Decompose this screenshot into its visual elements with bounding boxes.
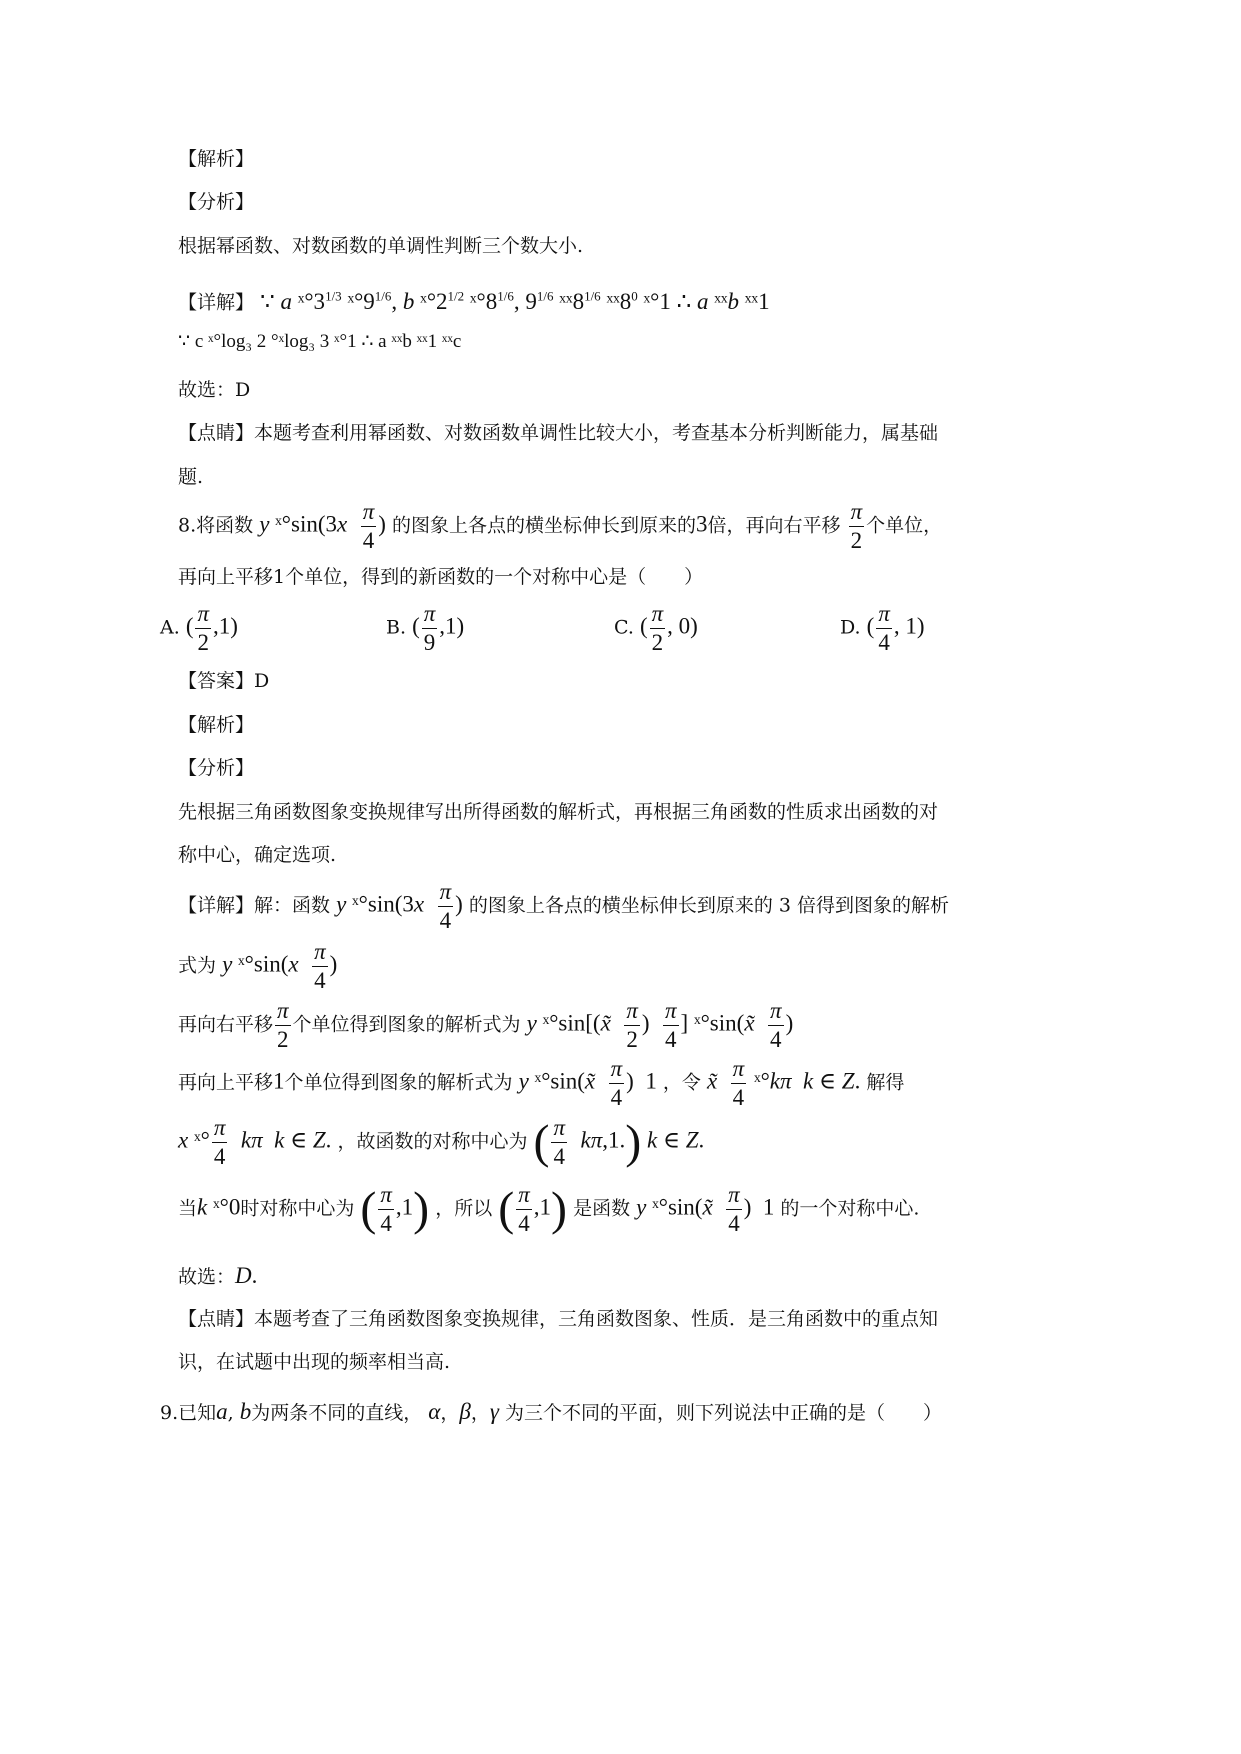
fenxi-text-2b: 称中心，确定选项. <box>178 844 337 866</box>
option-a[interactable]: A. ( $\frac{\pi}{2}$ ,1) <box>160 601 238 655</box>
detail-2-up: 再向上平移1个单位得到图象的解析式为 y ˣ°sin(x̃ $\frac{\pi}{4}$ ) 1 ，令 x̃ $\frac{\pi}{4}$ ˣ°kπ k ∈ Z. 解得 <box>178 1056 905 1110</box>
choose-1: 故选：D <box>178 379 251 401</box>
fenxi-heading-1: 【分析】 <box>178 191 255 213</box>
question-8-line1: 8.将函数 y ˣ°sin(3x $\frac{\pi}{4}$ ) 的图象上各点的横坐标伸长到原来的3倍，再向右平移 $\frac{\pi}{2}$ 个单位， <box>178 499 943 553</box>
comment-1b: 题. <box>178 466 204 488</box>
detail-line-2: ∵ c ˣ°log₃ 2 °ˣlog₃ 3 ˣ°1 ∴ a ˣˣb ˣˣ1 ˣˣc <box>178 331 462 352</box>
question-9: 9.已知a, b为两条不同的直线， α，β，γ 为三个不同的平面，则下列说法中正确的是（ ） <box>160 1399 943 1424</box>
detail-2-line2: 式为 y ˣ°sin(x $\frac{\pi}{4}$ ) <box>178 939 338 993</box>
fenxi-heading-2: 【分析】 <box>178 757 255 779</box>
comment-2a: 【点睛】本题考查了三角函数图象变换规律，三角函数图象、性质．是三角函数中的重点知 <box>178 1308 939 1330</box>
fenxi-text-2a: 先根据三角函数图象变换规律写出所得函数的解析式，再根据三角函数的性质求出函数的对 <box>178 801 939 823</box>
option-d[interactable]: D. ( $\frac{\pi}{4}$ , 1) <box>840 601 925 655</box>
question-8-line2: 再向上平移1个单位，得到的新函数的一个对称中心是（ ） <box>178 566 704 588</box>
answer-line: 【答案】D <box>178 670 270 692</box>
detail-2-solve: x ˣ° $\frac{\pi}{4}$ kπ k ∈ Z. ，故函数的对称中心为 ( $\frac{\pi}{4}$ kπ,1.) k ∈ Z. <box>178 1115 705 1169</box>
detail-2-line1: 【详解】解：函数 y ˣ°sin(3x $\frac{\pi}{4}$ ) 的图象上各点的横坐标伸长到原来的 3 倍得到图象的解析 <box>178 879 950 933</box>
detail-2-shift: 再向右平移 $\frac{\pi}{2}$ 个单位得到图象的解析式为 y ˣ°sin[(x̃ $\frac{\pi}{2}$ ) $\frac{\pi}{4}$ ] ˣ°sin(x̃ $\frac{\pi}{4}$ ) <box>178 998 794 1052</box>
option-c[interactable]: C. ( $\frac{\pi}{2}$ , 0) <box>614 601 698 655</box>
option-b[interactable]: B. ( $\frac{\pi}{9}$ ,1) <box>386 601 465 655</box>
analysis-heading-2: 【解析】 <box>178 714 255 736</box>
analysis-heading-1: 【解析】 <box>178 148 255 170</box>
choose-2: 故选：D. <box>178 1263 258 1288</box>
comment-2b: 识，在试题中出现的频率相当高. <box>178 1351 451 1373</box>
comment-1a: 【点睛】本题考查利用幂函数、对数函数单调性比较大小，考查基本分析判断能力，属基础 <box>178 422 939 444</box>
detail-2-k0: 当k ˣ°0时对称中心为 ( $\frac{\pi}{4}$ ,1) ，所以 ( $\frac{\pi}{4}$ ,1) 是函数 y ˣ°sin(x̃ $\frac{\pi}{4}$ ) 1 的一个对称中心. <box>178 1182 920 1236</box>
fenxi-text-1: 根据幂函数、对数函数的单调性判断三个数大小. <box>178 235 584 257</box>
detail-line-1: 【详解】 ∵ a $ˣ^\circ 3^{1/3}$ $ˣ^\circ 9^{1/6}$, b $ˣ^\circ 2^{1/2}$ $ˣ^\circ 8^{1/6}$, $9^{1/6}$ $ˣˣ8^{1/6}$ $ˣˣ8^0$ ˣ°1 ∴ a ˣˣb ˣˣ1 <box>178 288 770 314</box>
